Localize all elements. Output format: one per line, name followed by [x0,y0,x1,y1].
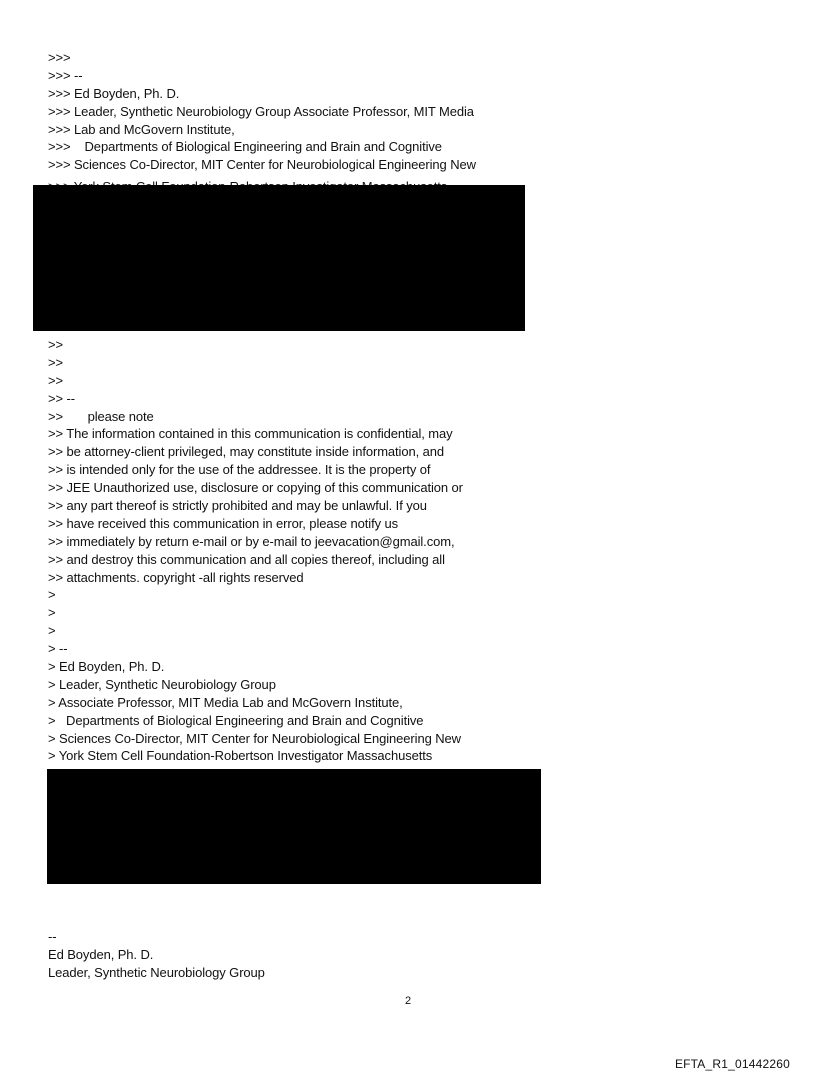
signature-line: > Associate Professor, MIT Media Lab and McGovern Institute, [48,694,403,710]
partially-redacted-line [48,758,538,769]
text-line: >> [48,337,63,352]
partially-redacted-line [48,174,528,185]
text-line: >> -- [48,390,75,406]
text-line: >>> Lab and McGovern Institute, [48,121,235,137]
text-line: >>> Departments of Biological Engineering and Brain and Cognitive [48,139,442,155]
confidentiality-notice-line: >> any part thereof is strictly prohibited and may be unlawful. If you [48,498,427,514]
confidentiality-notice-line: >> have received this communication in error, please notify us [48,515,399,531]
signature-line: > Leader, Synthetic Neurobiology Group [48,676,276,692]
text-line: >>> Sciences Co-Director, MIT Center for Neurobiological Engineering New [48,157,476,173]
text-line: >>> Leader, Synthetic Neurobiology Group Associate Professor, MIT Media [48,103,474,119]
signature-line: > York Stem Cell Foundation-Robertson Investigator Massachusetts [48,748,433,764]
signature-line: > Ed Boyden, Ph. D. [48,659,165,675]
confidentiality-notice-line: >> JEE Unauthorized use, disclosure or copying of this communication or [48,480,463,496]
text-line: >> [48,354,63,370]
quoted-signature-block [48,49,476,174]
text-line: -- [48,929,57,944]
signature-line: > Departments of Biological Engineering and Brain and Cognitive [48,712,424,728]
text-line: >>> -- [48,67,83,83]
text-line: > [48,605,56,621]
text-line: >>> Ed Boyden, Ph. D. [48,85,180,101]
text-line: >> please note [48,408,154,424]
redaction-box [33,185,525,331]
text-line: > -- [48,641,68,657]
signature-line: Ed Boyden, Ph. D. [48,946,154,962]
text-line: >>> [48,50,71,65]
signature-line: Leader, Synthetic Neurobiology Group [48,964,265,980]
confidentiality-notice-line: >> immediately by return e-mail or by e-mail to jeevacation@gmail.com, [48,533,455,549]
confidentiality-notice-line: >> and destroy this communication and all copies thereof, including all [48,551,445,567]
text-line: > [48,587,56,603]
confidentiality-notice-line: >> is intended only for the use of the addressee. It is the property of [48,462,431,478]
bates-number: EFTA_R1_01442260 [674,1057,790,1071]
signature-block [48,928,265,982]
text-line: > [48,623,56,639]
confidentiality-notice-line: >> attachments. copyright -all rights reserved [48,569,304,585]
text-line: >> [48,372,63,388]
confidentiality-notice-line: >> be attorney-client privileged, may constitute inside information, and [48,444,445,460]
confidentiality-notice-line: >> The information contained in this communication is confidential, may [48,426,453,442]
signature-line: > Sciences Co-Director, MIT Center for Neurobiological Engineering New [48,730,461,746]
quoted-email-block [48,336,463,765]
page-number: 2 [404,995,412,1007]
redaction-box [47,769,541,884]
